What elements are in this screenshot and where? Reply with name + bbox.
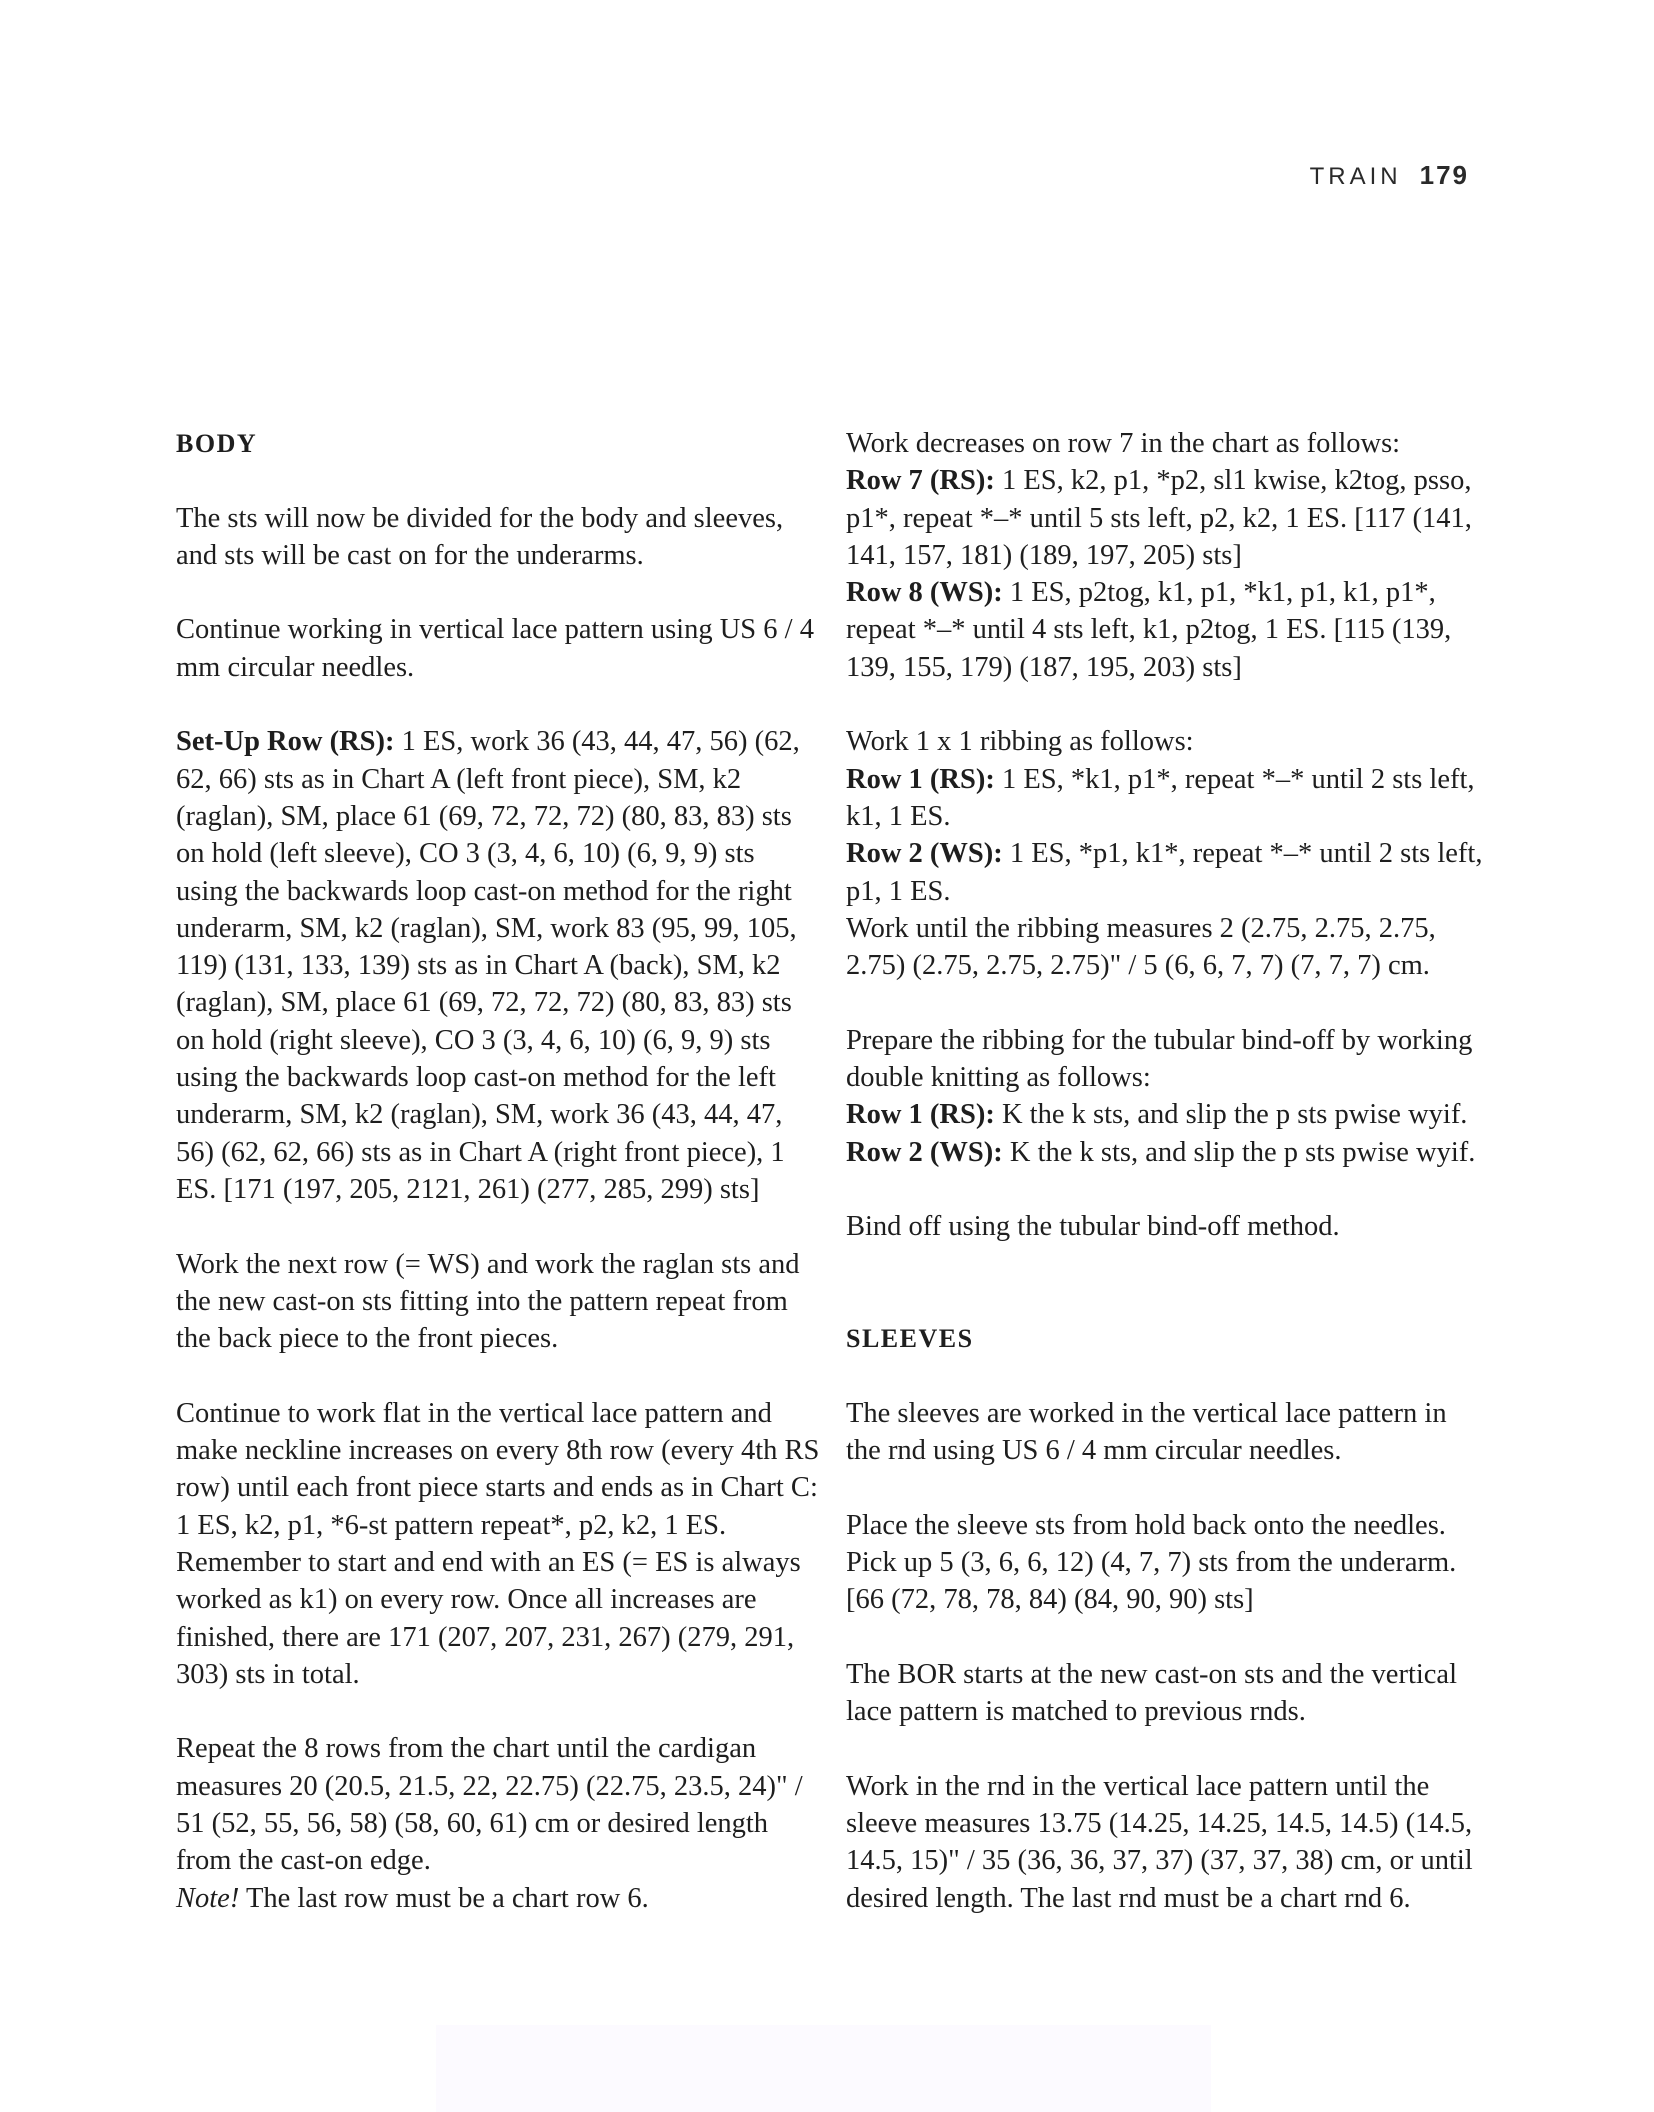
row7-label: Row 7 (RS): [846,465,995,497]
body-paragraph-divide: The sts will now be divided for the body and sleeves, and sts will be cast on for the underarms. [176,502,784,571]
ribbing-measure: Work until the ribbing measures 2 (2.75, 2.75, 2.75, 2.75) (2.75, 2.75, 2.75)" / 5 (6, 6, 7, 7) (7, 7, 7) cm. [846,912,1436,982]
row8-instruction [846,574,1486,686]
bind-off-paragraph: Bind off using the tubular bind-off method. [846,1211,1340,1243]
tubular-row1-label: Row 1 (RS): [846,1099,995,1131]
section-title: TRAIN [1309,163,1402,190]
left-column [176,425,821,1917]
ribbing-row1-label: Row 1 (RS): [846,763,995,795]
tubular-row2-text: K the k sts, and slip the p sts pwise wyif. [1002,1136,1476,1168]
sleeves-paragraph-length: Work in the rnd in the vertical lace pattern until the sleeve measures 13.75 (14.25, 14.25, 14.5, 14.5) (14.5, 14.5, 15)" / 35 (36, 36, 37, 37) (37, 37, 38) cm, or until desired length. The last rnd must be a chart rnd 6. [846,1770,1473,1914]
tubular-row1-text: K the k sts, and slip the p sts pwise wyif. [994,1099,1468,1131]
row7-text: 1 ES, k2, p1, *p2, sl1 kwise, k2tog, psso, p1*, repeat *–* until 5 sts left, p2, k2, 1 ES. [117 (141, 141, 157, 181) (189, 197, 205) sts] [846,465,1472,571]
right-column [846,425,1486,1917]
row8-label: Row 8 (WS): [846,577,1003,609]
sleeves-heading: SLEEVES [846,1324,974,1354]
note-label: Note! [176,1882,240,1914]
ribbing-row1 [846,761,1486,836]
setup-row-label: Set-Up Row (RS): [176,726,395,758]
sleeves-paragraph-intro: The sleeves are worked in the vertical lace pattern in the rnd using US 6 / 4 mm circular needles. [846,1397,1447,1467]
tubular-row2 [846,1134,1486,1171]
sleeves-paragraph-pickup: Place the sleeve sts from hold back onto the needles. Pick up 5 (3, 6, 6, 12) (4, 7, 7) sts from the underarm. [66 (72, 78, 78, 84) (84, 90, 90) sts] [846,1509,1457,1616]
sleeves-paragraph-bor: The BOR starts at the new cast-on sts and the vertical lace pattern is matched to previous rnds. [846,1658,1457,1728]
row7-instruction [846,462,1486,574]
body-paragraph-continue: Continue working in vertical lace pattern using US 6 / 4 mm circular needles. [176,614,814,683]
note-text: The last row must be a chart row 6. [239,1882,649,1914]
body-paragraph-repeat: Repeat the 8 rows from the chart until the cardigan measures 20 (20.5, 21.5, 22, 22.75) (22.75, 23.5, 24)" / 51 (52, 55, 56, 58) (58, 60, 61) cm or desired length from the cast-on edge. [176,1733,803,1877]
page-number: 179 [1419,160,1469,190]
row8-text: 1 ES, p2tog, k1, p1, *k1, p1, k1, p1*, repeat *–* until 4 sts left, k1, p2tog, 1 ES. [115 (139, 139, 155, 179) (187, 195, 203) sts] [846,577,1452,683]
body-paragraph-increases: Continue to work flat in the vertical lace pattern and make neckline increases on every 8th row (every 4th RS row) until each front piece starts and ends as in Chart C: 1 ES, k2, p1, *6-st pattern repeat*, p2, k2, 1 ES. Remember to start and end with an ES (= ES is always worked as k1) on every row. Once all increases are finished, there are 171 (207, 207, 231, 267) (279, 291, 303) sts in total. [176,1397,820,1690]
ribbing-intro: Work 1 x 1 ribbing as follows: [846,726,1194,758]
body-heading: BODY [176,429,258,458]
body-paragraph-next-row: Work the next row (= WS) and work the raglan sts and the new cast-on sts fitting into the pattern repeat from the back piece to the front pieces. [176,1248,800,1355]
note-paragraph [176,1880,821,1917]
ribbing-row2-text: 1 ES, *p1, k1*, repeat *–* until 2 sts left, p1, 1 ES. [846,838,1483,907]
setup-row-text: 1 ES, work 36 (43, 44, 47, 56) (62, 62, 66) sts as in Chart A (left front piece), SM, k2 (raglan), SM, place 61 (69, 72, 72, 72) (80, 83, 83) sts on hold (left sleeve), CO 3 (3, 4, 6, 10) (6, 9, 9) sts using the backwards loop cast-on method for the right underarm, SM, k2 (raglan), SM, work 83 (95, 99, 105, 119) (131, 133, 139) sts as in Chart A (back), SM, k2 (raglan), SM, place 61 (69, 72, 72, 72) (80, 83, 83) sts on hold (right sleeve), CO 3 (3, 4, 6, 10) (6, 9, 9) sts using the backwards loop cast-on method for the left underarm, SM, k2 (raglan), SM, work 36 (43, 44, 47, 56) (62, 62, 66) sts as in Chart A (right front piece), 1 ES. [171 (197, 205, 2121, 261) (277, 285, 299) sts] [176,726,800,1205]
tubular-intro: Prepare the ribbing for the tubular bind-off by working double knitting as follows: [846,1024,1473,1094]
decrease-intro: Work decreases on row 7 in the chart as follows: [846,428,1401,459]
ribbing-row1-text: 1 ES, *k1, p1*, repeat *–* until 2 sts left, k1, 1 ES. [846,763,1475,832]
setup-row-paragraph [176,723,821,1208]
tubular-row2-label: Row 2 (WS): [846,1136,1003,1168]
footer-band [436,2025,1211,2112]
tubular-row1 [846,1096,1486,1133]
ribbing-row2-label: Row 2 (WS): [846,838,1003,870]
ribbing-row2 [846,835,1486,910]
running-head [1310,160,1469,191]
